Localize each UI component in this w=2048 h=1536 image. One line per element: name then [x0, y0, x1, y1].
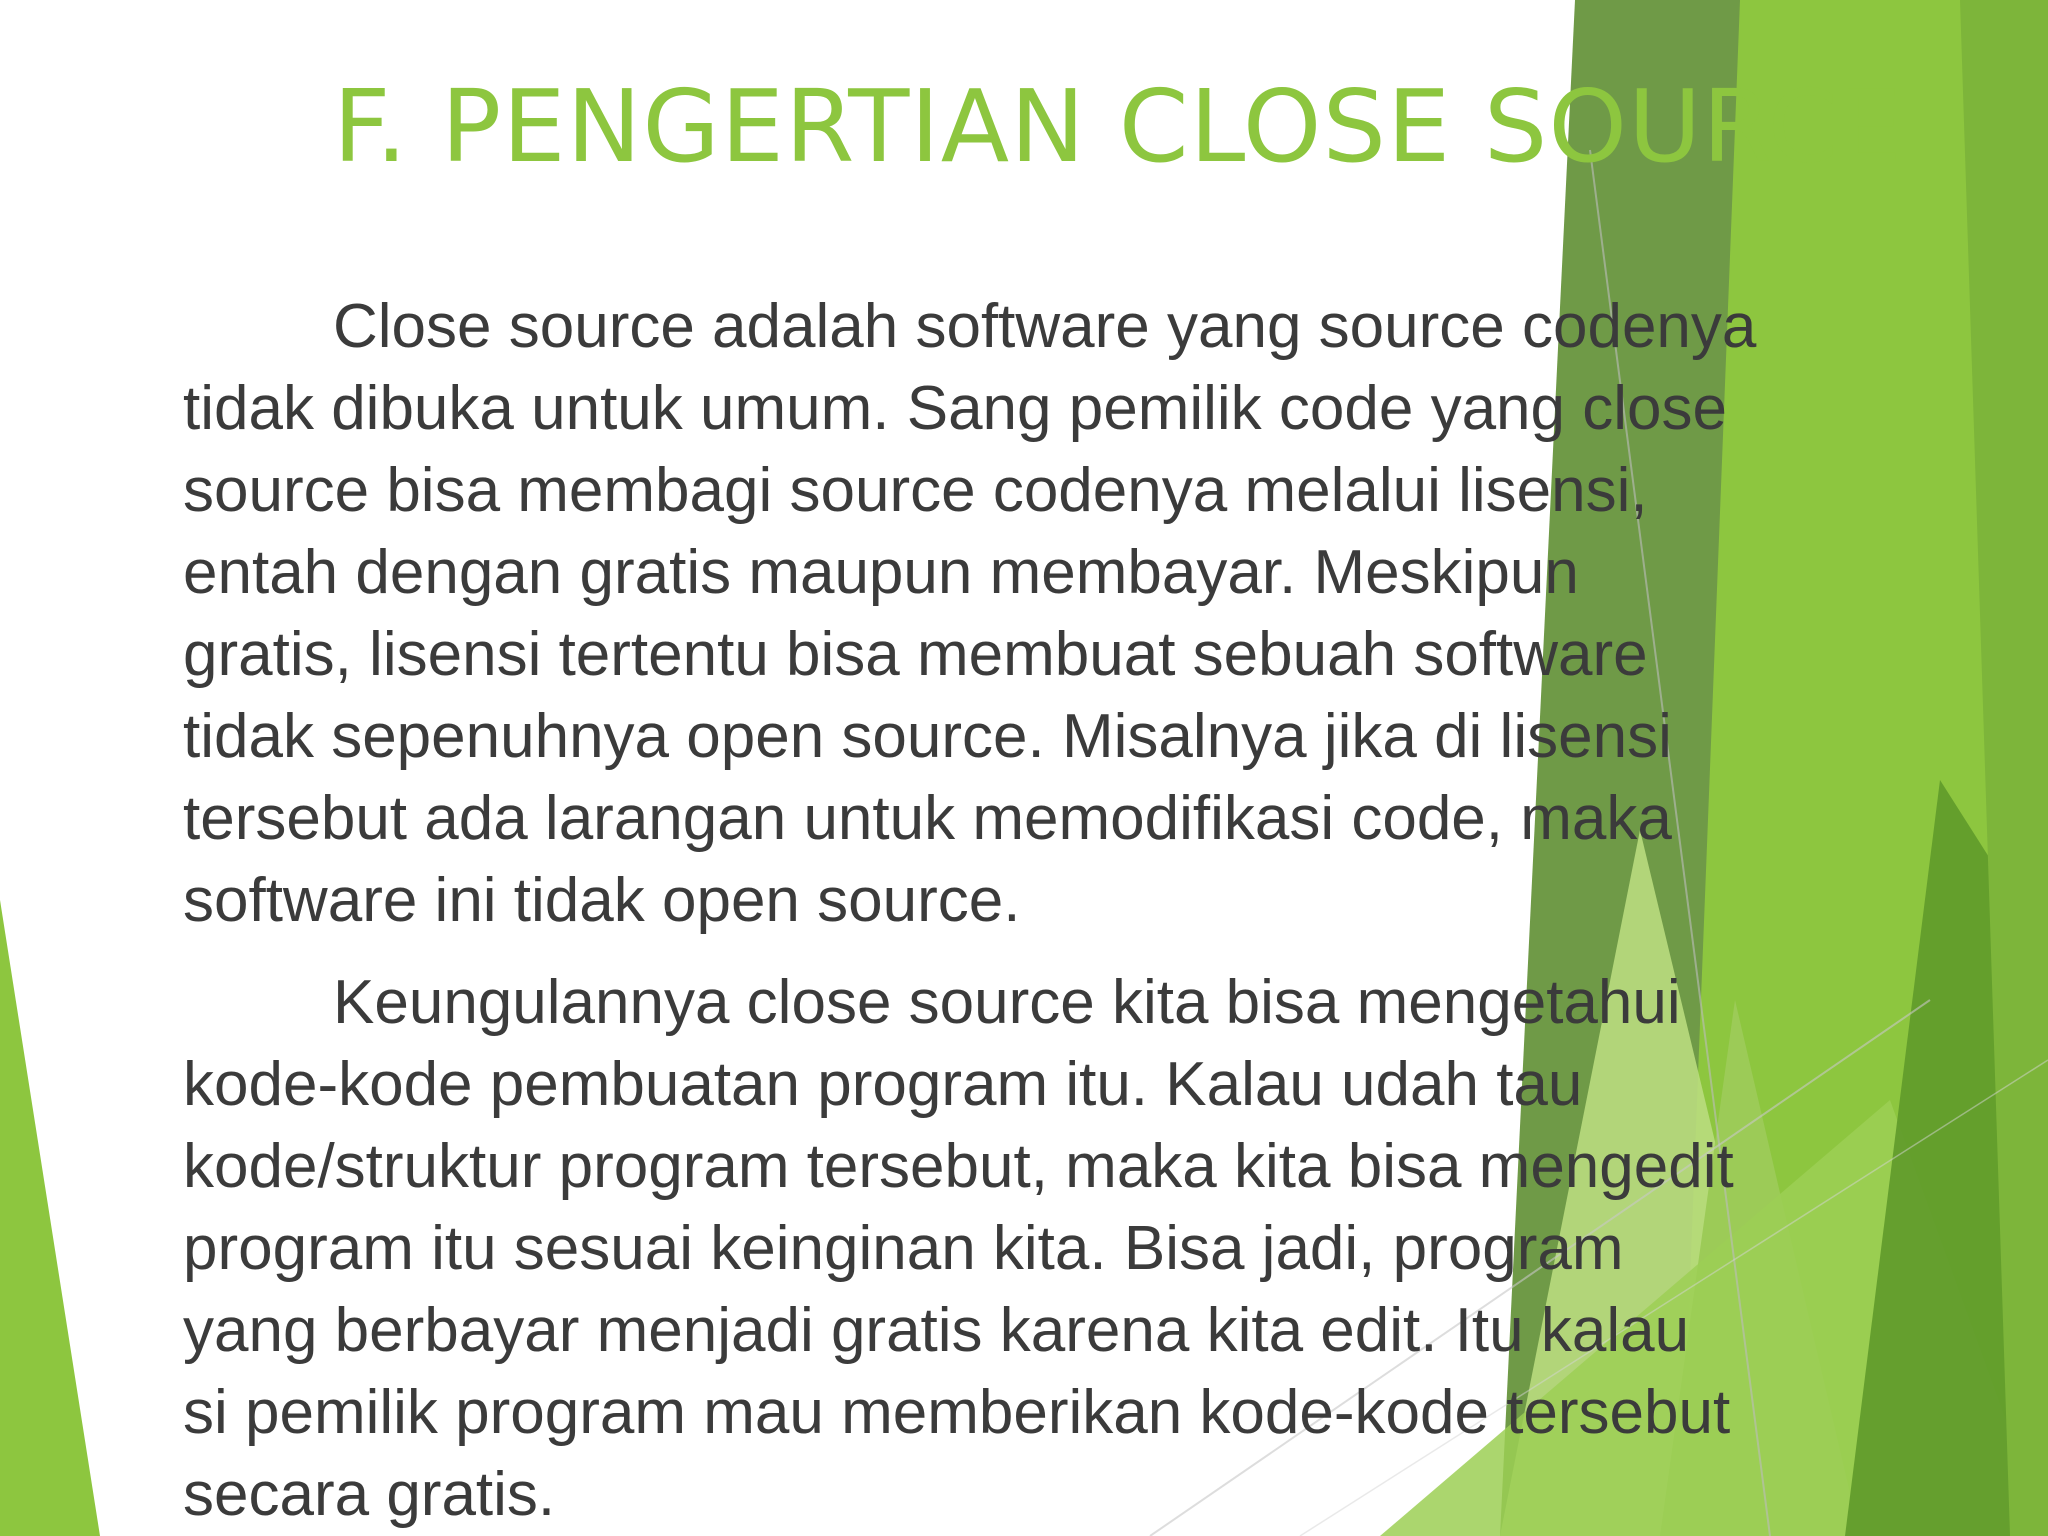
paragraph-2-line: secara gratis.: [183, 1460, 556, 1529]
paragraph-1-line: entah dengan gratis maupun membayar. Meskipun: [183, 538, 1579, 607]
slide-title: F. PENGERTIAN CLOSE SOURCE: [333, 68, 1903, 185]
paragraph-1-line: source bisa membagi source codenya melalui lisensi,: [183, 456, 1648, 525]
paragraph-2-line: kode-kode pembuatan program itu. Kalau udah tau: [183, 1050, 1583, 1119]
paragraph-1-line: software ini tidak open source.: [183, 866, 1021, 935]
paragraph-2-line: si pemilik program mau memberikan kode-kode tersebut: [183, 1378, 1731, 1447]
paragraph-1-line: tidak sepenuhnya open source. Misalnya jika di lisensi: [183, 702, 1672, 771]
paragraph-1-line: tidak dibuka untuk umum. Sang pemilik code yang close: [183, 374, 1727, 443]
paragraph-2: [183, 962, 1943, 1536]
paragraph-2-line: yang berbayar menjadi gratis karena kita edit. Itu kalau: [183, 1296, 1690, 1365]
decor-left-wedge: [0, 900, 100, 1536]
paragraph-2-line: Keungulannya close source kita bisa mengetahui: [333, 968, 1681, 1037]
paragraph-1-line: gratis, lisensi tertentu bisa membuat sebuah software: [183, 620, 1648, 689]
paragraph-2-line: program itu sesuai keinginan kita. Bisa jadi, program: [183, 1214, 1624, 1283]
paragraph-1-line: Close source adalah software yang source codenya: [333, 292, 1757, 361]
paragraph-1: [183, 286, 1943, 942]
slide-body: [183, 286, 1943, 1536]
paragraph-2-line: kode/struktur program tersebut, maka kita bisa mengedit: [183, 1132, 1734, 1201]
paragraph-1-line: tersebut ada larangan untuk memodifikasi code, maka: [183, 784, 1672, 853]
